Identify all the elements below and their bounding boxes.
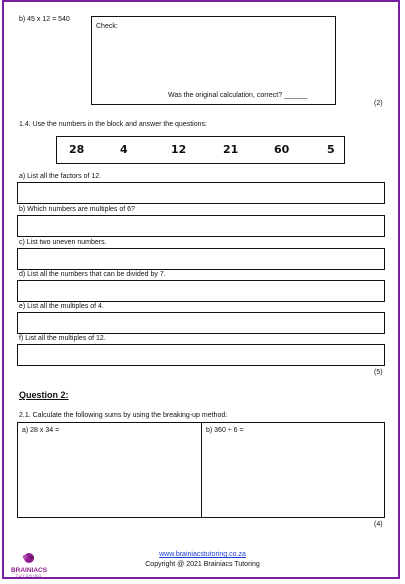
sum-b-answer-area[interactable] bbox=[203, 437, 384, 517]
check-box[interactable] bbox=[91, 16, 336, 105]
footer-website-link[interactable] bbox=[0, 550, 405, 559]
answer-box-f[interactable] bbox=[17, 344, 385, 366]
marks-3: (4) bbox=[374, 521, 383, 528]
number-12: 12 bbox=[171, 143, 187, 156]
svg-text:TUTORING: TUTORING bbox=[15, 574, 43, 578]
svg-text:BRAINIACS: BRAINIACS bbox=[10, 567, 48, 574]
number-28: 28 bbox=[69, 143, 85, 156]
numbers-block bbox=[56, 136, 345, 164]
marks-2: (5) bbox=[374, 369, 383, 376]
answer-box-e[interactable] bbox=[17, 312, 385, 334]
sums-divider bbox=[201, 423, 202, 517]
number-60: 60 bbox=[274, 143, 290, 156]
answer-box-d[interactable] bbox=[17, 280, 385, 302]
question-c: c) List two uneven numbers. bbox=[19, 239, 107, 246]
sums-table bbox=[17, 422, 385, 518]
question-a: a) List all the factors of 12. bbox=[19, 173, 102, 180]
footer-copyright: Copyright @ 2021 Brainiacs Tutoring bbox=[145, 561, 260, 568]
number-21: 21 bbox=[223, 143, 239, 156]
question-d: d) List all the numbers that can be divided by 7. bbox=[19, 271, 166, 278]
answer-box-b[interactable] bbox=[17, 215, 385, 237]
answer-box-c[interactable] bbox=[17, 248, 385, 270]
number-4: 4 bbox=[120, 143, 128, 156]
answer-box-a[interactable] bbox=[17, 182, 385, 204]
question-f: f) List all the multiples of 12. bbox=[19, 335, 106, 342]
calculation-b: b) 45 x 12 = 540 bbox=[19, 16, 70, 23]
q14-instruction: 1.4. Use the numbers in the block and answer the questions: bbox=[19, 121, 207, 128]
check-question: Was the original calculation, correct? ______ bbox=[168, 92, 308, 99]
check-label: Check: bbox=[96, 23, 118, 30]
question-e: e) List all the multiples of 4. bbox=[19, 303, 104, 310]
number-5: 5 bbox=[327, 143, 335, 156]
footer-link-text[interactable]: www.brainiacstutoring.co.za bbox=[159, 551, 246, 558]
q21-instruction: 2.1. Calculate the following sums by using the breaking-up method: bbox=[19, 412, 228, 419]
question2-heading: Question 2: bbox=[19, 390, 69, 400]
sum-b: b) 360 ÷ 6 = bbox=[206, 427, 244, 434]
question-b: b) Which numbers are multiples of 6? bbox=[19, 206, 135, 213]
sum-a: a) 28 x 34 = bbox=[22, 427, 60, 434]
sum-a-answer-area[interactable] bbox=[19, 437, 200, 517]
marks-1: (2) bbox=[374, 100, 383, 107]
